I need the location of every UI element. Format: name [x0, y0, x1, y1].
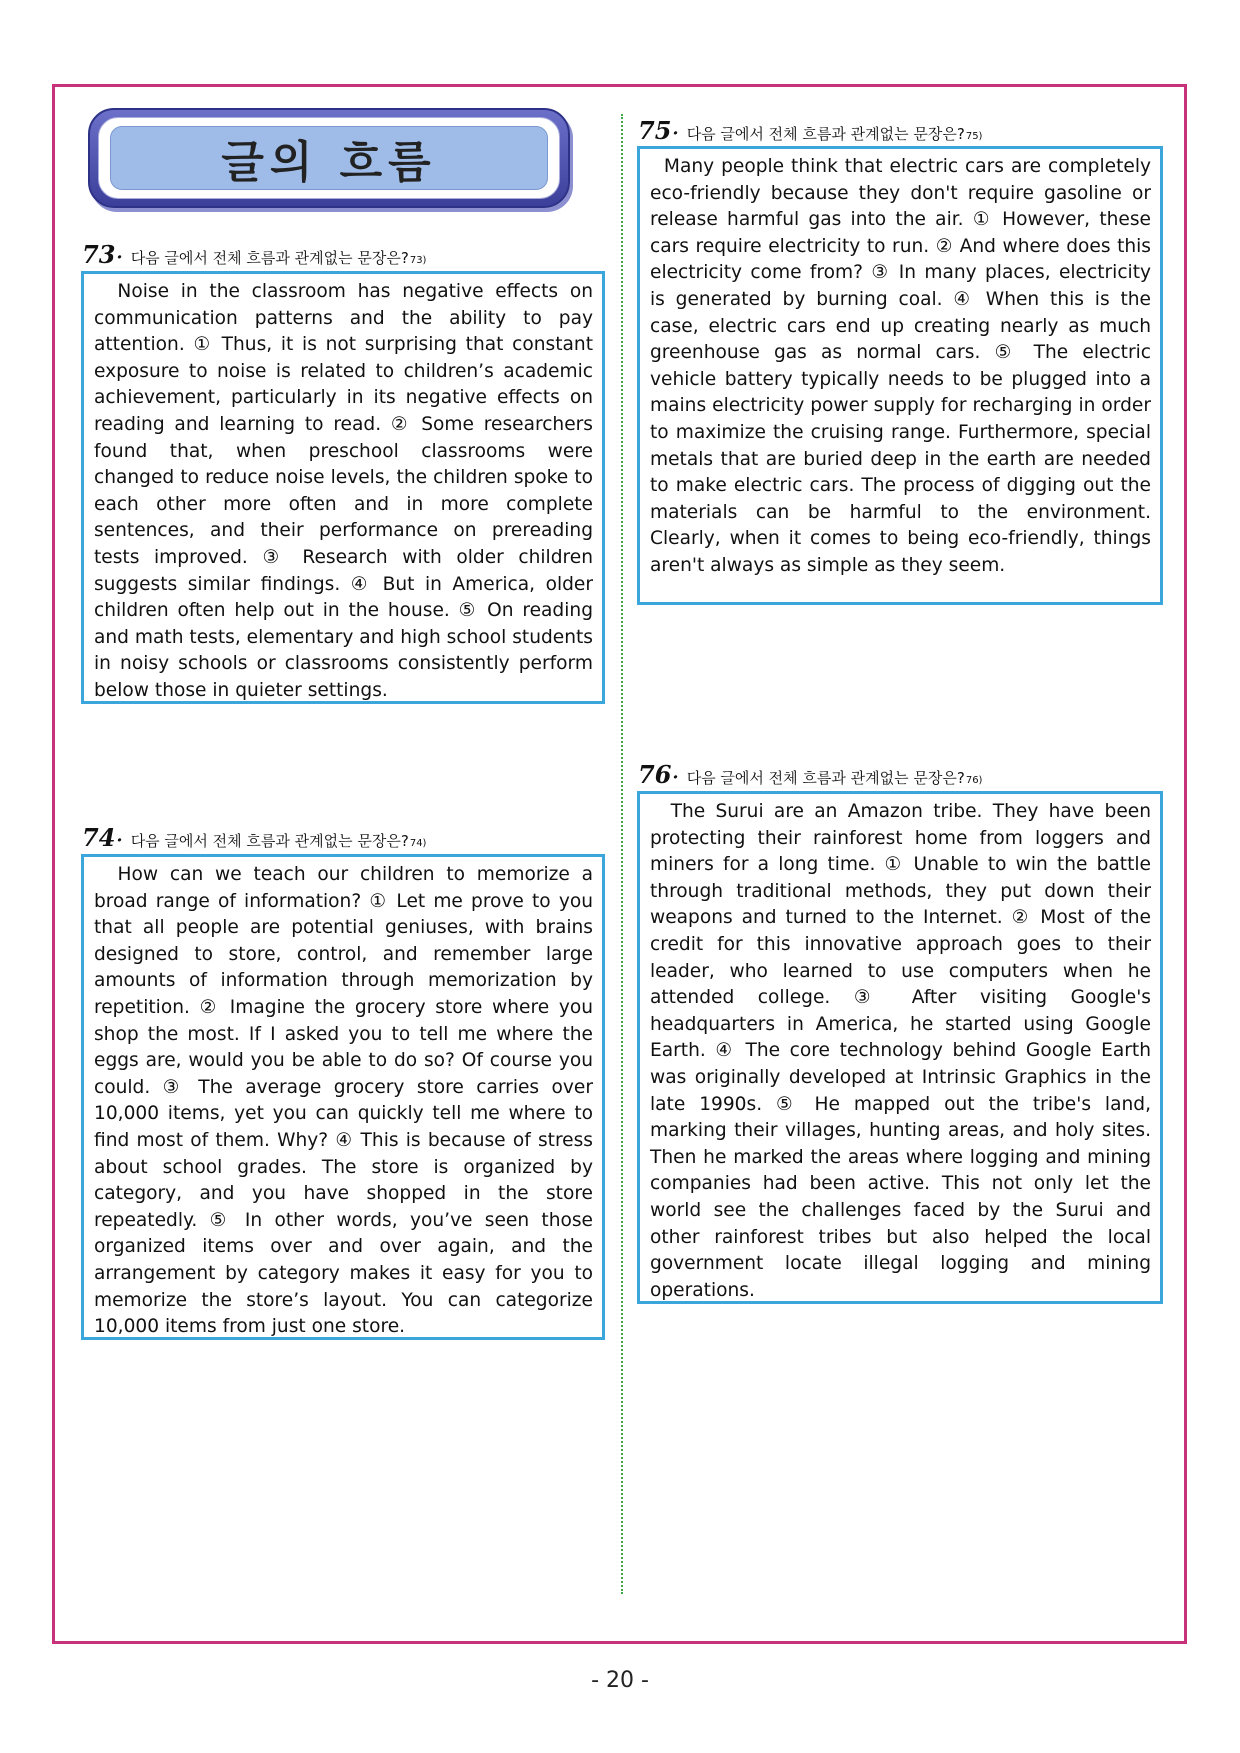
- footnote-ref: 75): [965, 131, 983, 142]
- question-number: 73 ·: [82, 240, 123, 269]
- question-74-passage: How can we teach our children to memorize a broad range of information? ① Let me prove to you that all people are potential geniuses, with brains designed to store, control, and remember large amounts of information through memorization by repetition. ② Imagine the grocery store where you shop the most. If I asked you to tell me where the eggs are, would you be able to do so? Of course you could. ③ The average grocery store carries over 10,000 items, yet you can quickly tell me where to find most of them. Why? ④ This is because of stress about school grades. The store is organized by category, and you have shopped in the store repeatedly. ⑤ In other words, you’ve seen those organized items over and over again, and the arrangement by category makes it easy for you to memorize the store’s layout. You can categorize 10,000 items from just one store.: [81, 854, 605, 1340]
- question-prompt: 다음 글에서 전체 흐름과 관계없는 문장은?: [686, 769, 965, 787]
- footnote-ref: 74): [409, 838, 427, 849]
- page-number: - 20 -: [591, 1668, 649, 1693]
- question-73-header: [82, 240, 426, 269]
- question-number: 76 ·: [638, 760, 679, 789]
- question-number: 74 ·: [82, 823, 123, 852]
- section-title-banner: [88, 108, 570, 208]
- question-75-header: [638, 116, 982, 145]
- question-74-header: [82, 823, 426, 852]
- footnote-ref: 73): [409, 255, 427, 266]
- footnote-ref: 76): [965, 775, 983, 786]
- question-prompt: 다음 글에서 전체 흐름과 관계없는 문장은?: [130, 249, 409, 267]
- question-prompt: 다음 글에서 전체 흐름과 관계없는 문장은?: [130, 832, 409, 850]
- question-73-passage: Noise in the classroom has negative effects on communication patterns and the ability to pay attention. ① Thus, it is not surprising that constant exposure to noise is related to children’s academic achievement, particularly in its negative effects on reading and learning to read. ② Some researchers found that, when preschool classrooms were changed to reduce noise levels, the children spoke to each other more often and in more complete sentences, and their performance on prereading tests improved. ③ Research with older children suggests similar findings. ④ But in America, older children often help out in the house. ⑤ On reading and math tests, elementary and high school students in noisy schools or classrooms consistently perform below those in quieter settings.: [81, 271, 605, 704]
- question-prompt: 다음 글에서 전체 흐름과 관계없는 문장은?: [686, 125, 965, 143]
- question-76-passage: The Surui are an Amazon tribe. They have been protecting their rainforest home from loggers and miners for a long time. ① Unable to win the battle through traditional methods, they put down their weapons and turned to the Internet. ② Most of the credit for this innovative approach goes to their leader, who learned to use computers when he attended college. ③ After visiting Google's headquarters in America, he started using Google Earth. ④ The core technology behind Google Earth was originally developed at Intrinsic Graphics in the late 1990s. ⑤ He mapped out the tribe's land, marking their villages, hunting areas, and holy sites. Then he marked the areas where logging and mining companies had been active. This not only let the world see the challenges faced by the Surui and other rainforest tribes but also helped the local government locate illegal logging and mining operations.: [637, 791, 1163, 1304]
- banner-inner: [110, 126, 548, 190]
- section-title: 글의 흐름: [221, 137, 437, 188]
- question-number: 75 ·: [638, 116, 679, 145]
- question-75-passage: Many people think that electric cars are completely eco-friendly because they don't require gasoline or release harmful gas into the air. ① However, these cars require electricity to run. ② And where does this electricity come from? ③ In many places, electricity is generated by burning coal. ④ When this is the case, electric cars end up creating nearly as much greenhouse gas as normal cars. ⑤ The electric vehicle battery typically needs to be plugged into a mains electricity power supply for recharging in order to maximize the cruising range. Furthermore, special metals that are buried deep in the earth are needed to make electric cars. The process of digging out the materials can be harmful to the environment. Clearly, when it comes to being eco-friendly, things aren't always as simple as they seem.: [637, 146, 1163, 605]
- question-76-header: [638, 760, 982, 789]
- column-divider: [621, 114, 623, 1594]
